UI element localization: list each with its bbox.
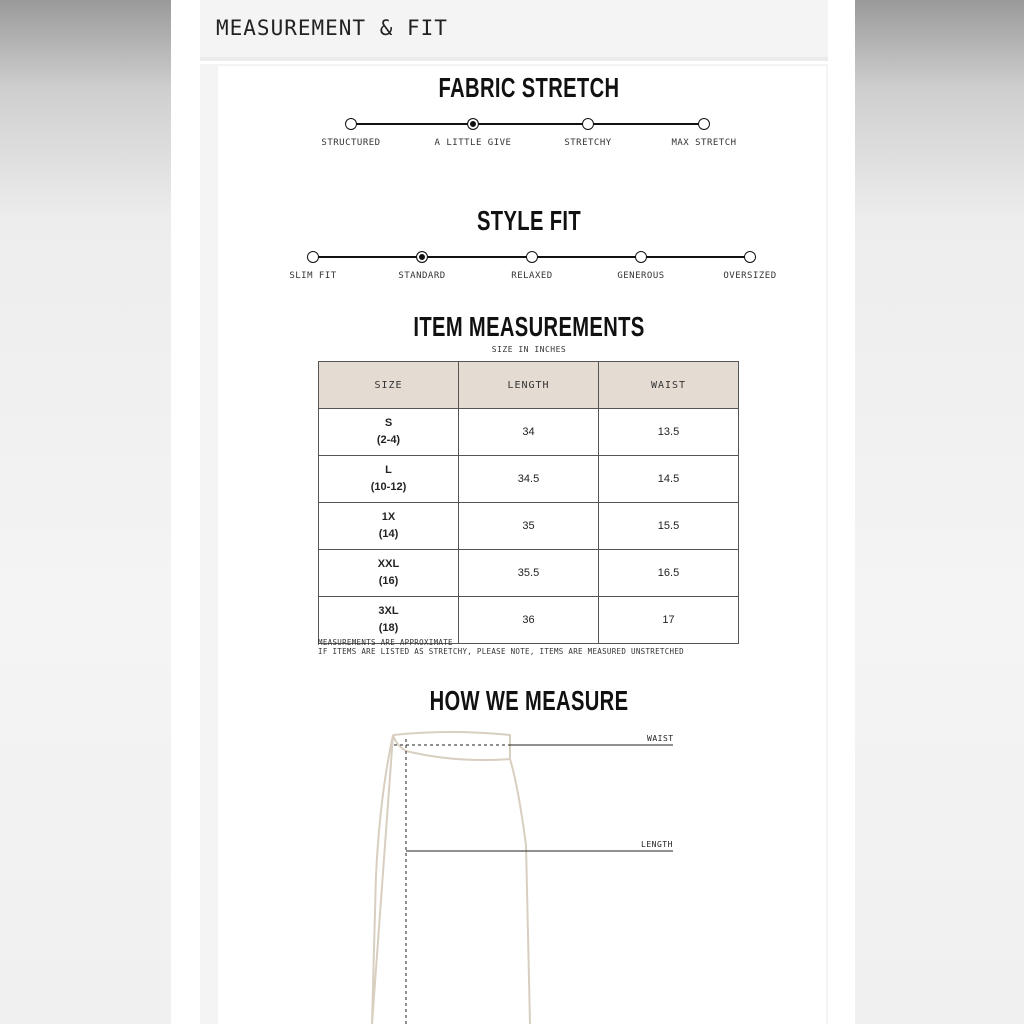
style-fit-title: STYLE FIT xyxy=(476,205,582,236)
size-cell xyxy=(319,597,459,644)
measurements-table xyxy=(318,361,739,644)
size-name: S xyxy=(384,417,393,429)
style-fit-option-dot xyxy=(744,251,756,263)
size-range: (18) xyxy=(378,622,399,634)
size-range: (16) xyxy=(378,575,399,587)
table-row xyxy=(319,550,739,597)
fabric-stretch-track xyxy=(351,123,704,125)
size-range: (14) xyxy=(378,528,399,540)
approximate-note: MEASUREMENTS ARE APPROXIMATE xyxy=(318,638,453,647)
table-row xyxy=(319,409,739,456)
fabric-stretch-option-dot xyxy=(698,118,710,130)
size-cell xyxy=(319,550,459,597)
waist-cell: 14.5 xyxy=(599,456,739,503)
waist-cell: 16.5 xyxy=(599,550,739,597)
length-cell: 34.5 xyxy=(459,456,599,503)
waist-cell: 15.5 xyxy=(599,503,739,550)
length-label: LENGTH xyxy=(641,840,673,849)
fabric-stretch-option-dot xyxy=(467,118,479,130)
table-row xyxy=(319,597,739,644)
fabric-stretch-option-dot xyxy=(582,118,594,130)
table-header-row xyxy=(319,362,739,409)
skirt-outline xyxy=(372,732,530,1024)
fabric-stretch-option-label: STRUCTURED xyxy=(321,138,381,148)
column-header-size: SIZE xyxy=(319,362,459,409)
section-header[interactable] xyxy=(200,0,828,61)
length-cell: 36 xyxy=(459,597,599,644)
size-name: 3XL xyxy=(378,605,399,617)
length-cell: 34 xyxy=(459,409,599,456)
column-header-waist: WAIST xyxy=(599,362,739,409)
style-fit-option-label: SLIM FIT xyxy=(289,271,337,281)
style-fit-option-label: GENEROUS xyxy=(617,271,665,281)
fabric-stretch-title: FABRIC STRETCH xyxy=(438,72,620,103)
style-fit-option-dot xyxy=(307,251,319,263)
how-we-measure-title: HOW WE MEASURE xyxy=(429,685,629,716)
size-range: (10-12) xyxy=(370,481,407,493)
fabric-stretch-option-label: MAX STRETCH xyxy=(671,138,737,148)
fabric-stretch-option-label: STRETCHY xyxy=(564,138,612,148)
unstretched-note: IF ITEMS ARE LISTED AS STRETCHY, PLEASE NOTE, ITEMS ARE MEASURED UNSTRETCHED xyxy=(318,647,684,656)
size-range: (2-4) xyxy=(376,434,401,446)
size-cell xyxy=(319,503,459,550)
length-cell: 35.5 xyxy=(459,550,599,597)
fabric-stretch-option-label: A LITTLE GIVE xyxy=(434,138,512,148)
table-row xyxy=(319,456,739,503)
waist-cell: 17 xyxy=(599,597,739,644)
style-fit-option-dot xyxy=(416,251,428,263)
waist-label: WAIST xyxy=(647,734,674,743)
style-fit-option-label: STANDARD xyxy=(398,271,446,281)
size-name: 1X xyxy=(381,511,396,523)
style-fit-option-dot xyxy=(635,251,647,263)
size-units-note: SIZE IN INCHES xyxy=(491,345,567,354)
size-cell xyxy=(319,409,459,456)
table-row xyxy=(319,503,739,550)
skirt-measure-diagram xyxy=(360,725,690,1024)
size-name: XXL xyxy=(377,558,400,570)
size-cell xyxy=(319,456,459,503)
item-measurements-title: ITEM MEASUREMENTS xyxy=(413,311,645,342)
style-fit-option-dot xyxy=(526,251,538,263)
column-header-length: LENGTH xyxy=(459,362,599,409)
style-fit-option-label: OVERSIZED xyxy=(723,271,777,281)
style-fit-option-label: RELAXED xyxy=(511,271,553,281)
fabric-stretch-option-dot xyxy=(345,118,357,130)
length-cell: 35 xyxy=(459,503,599,550)
measurement-notes xyxy=(318,638,684,656)
size-name: L xyxy=(385,464,392,476)
section-header-title: MEASUREMENT & FIT xyxy=(216,16,448,40)
waist-cell: 13.5 xyxy=(599,409,739,456)
